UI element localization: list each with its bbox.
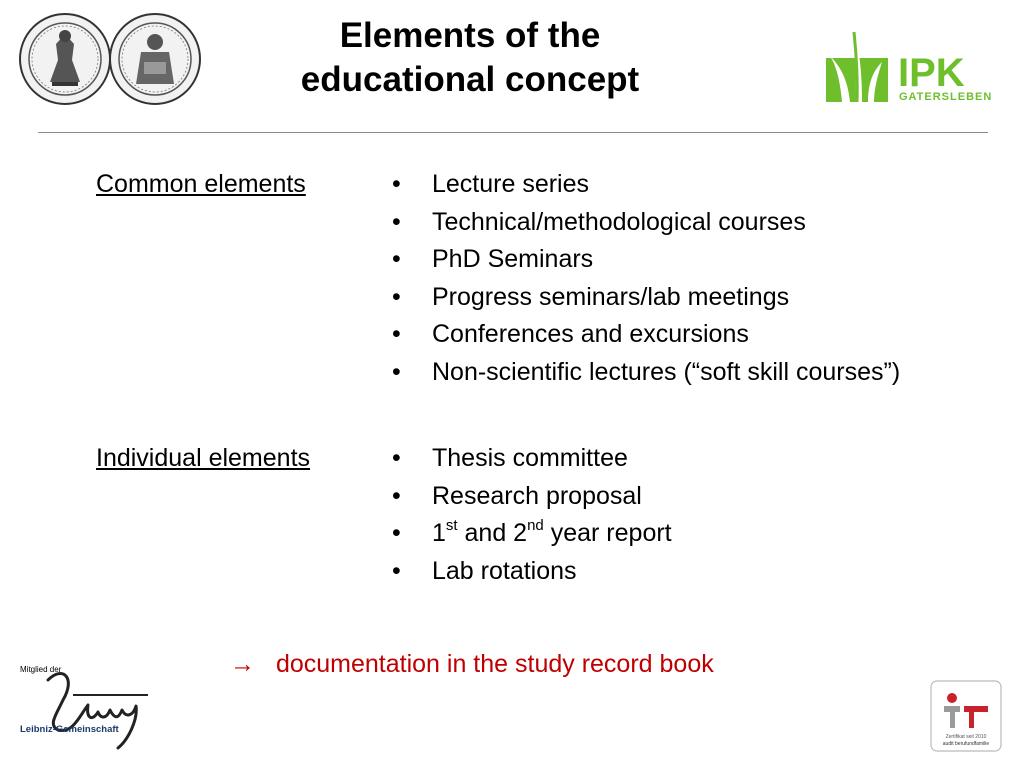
list-item: • Thesis committee (392, 440, 672, 478)
leibniz-signature-icon (48, 674, 136, 748)
leibniz-logo (18, 660, 153, 755)
ipk-logo-text: IPK (898, 51, 965, 95)
university-seals-logo (18, 12, 203, 107)
audit-text: Zertifikat seit 2010 (945, 734, 987, 740)
common-elements-label: Common elements (96, 170, 306, 198)
title-line-2: educational concept (300, 60, 640, 99)
documentation-text: documentation in the study record book (275, 650, 714, 678)
list-item: • Progress seminars/lab meetings (392, 279, 900, 317)
seal-right-icon (110, 14, 200, 104)
report-text-part: 1 (432, 519, 446, 548)
report-text-part: and 2 (457, 519, 528, 548)
list-item: • Lab rotations (392, 553, 672, 591)
arrow-right-icon: → (230, 650, 255, 678)
audit-text-2: audit berufundfamilie (942, 741, 990, 747)
list-item: • Conferences and excursions (392, 316, 900, 354)
list-item (392, 515, 672, 553)
ipk-logo-subtext: GATERSLEBEN (899, 91, 993, 103)
list-item: • Technical/methodological courses (392, 204, 900, 242)
individual-elements-list (392, 440, 672, 590)
list-item: • Lecture series (392, 166, 900, 204)
individual-elements-label: Individual elements (96, 444, 311, 472)
audit-dot-icon (947, 693, 957, 703)
title-divider (38, 132, 988, 133)
list-item: • Non-scientific lectures (“soft skill courses”) (392, 354, 900, 392)
seal-left-icon (20, 14, 110, 104)
superscript-nd: nd (527, 516, 544, 534)
audit-certificate-logo (930, 680, 1002, 752)
leibniz-member-text: Mitglied der (20, 665, 62, 674)
superscript-st: st (445, 516, 458, 534)
common-elements-list (392, 166, 900, 392)
title-line-1: Elements of the (339, 16, 601, 55)
leibniz-text: Leibniz-Gemeinschaft (20, 724, 119, 735)
list-item: • Research proposal (392, 478, 672, 516)
ipk-logo (822, 30, 997, 105)
slide-title (250, 14, 690, 102)
documentation-note (230, 650, 714, 679)
list-item: • PhD Seminars (392, 241, 900, 279)
report-text-part: year report (543, 519, 672, 548)
